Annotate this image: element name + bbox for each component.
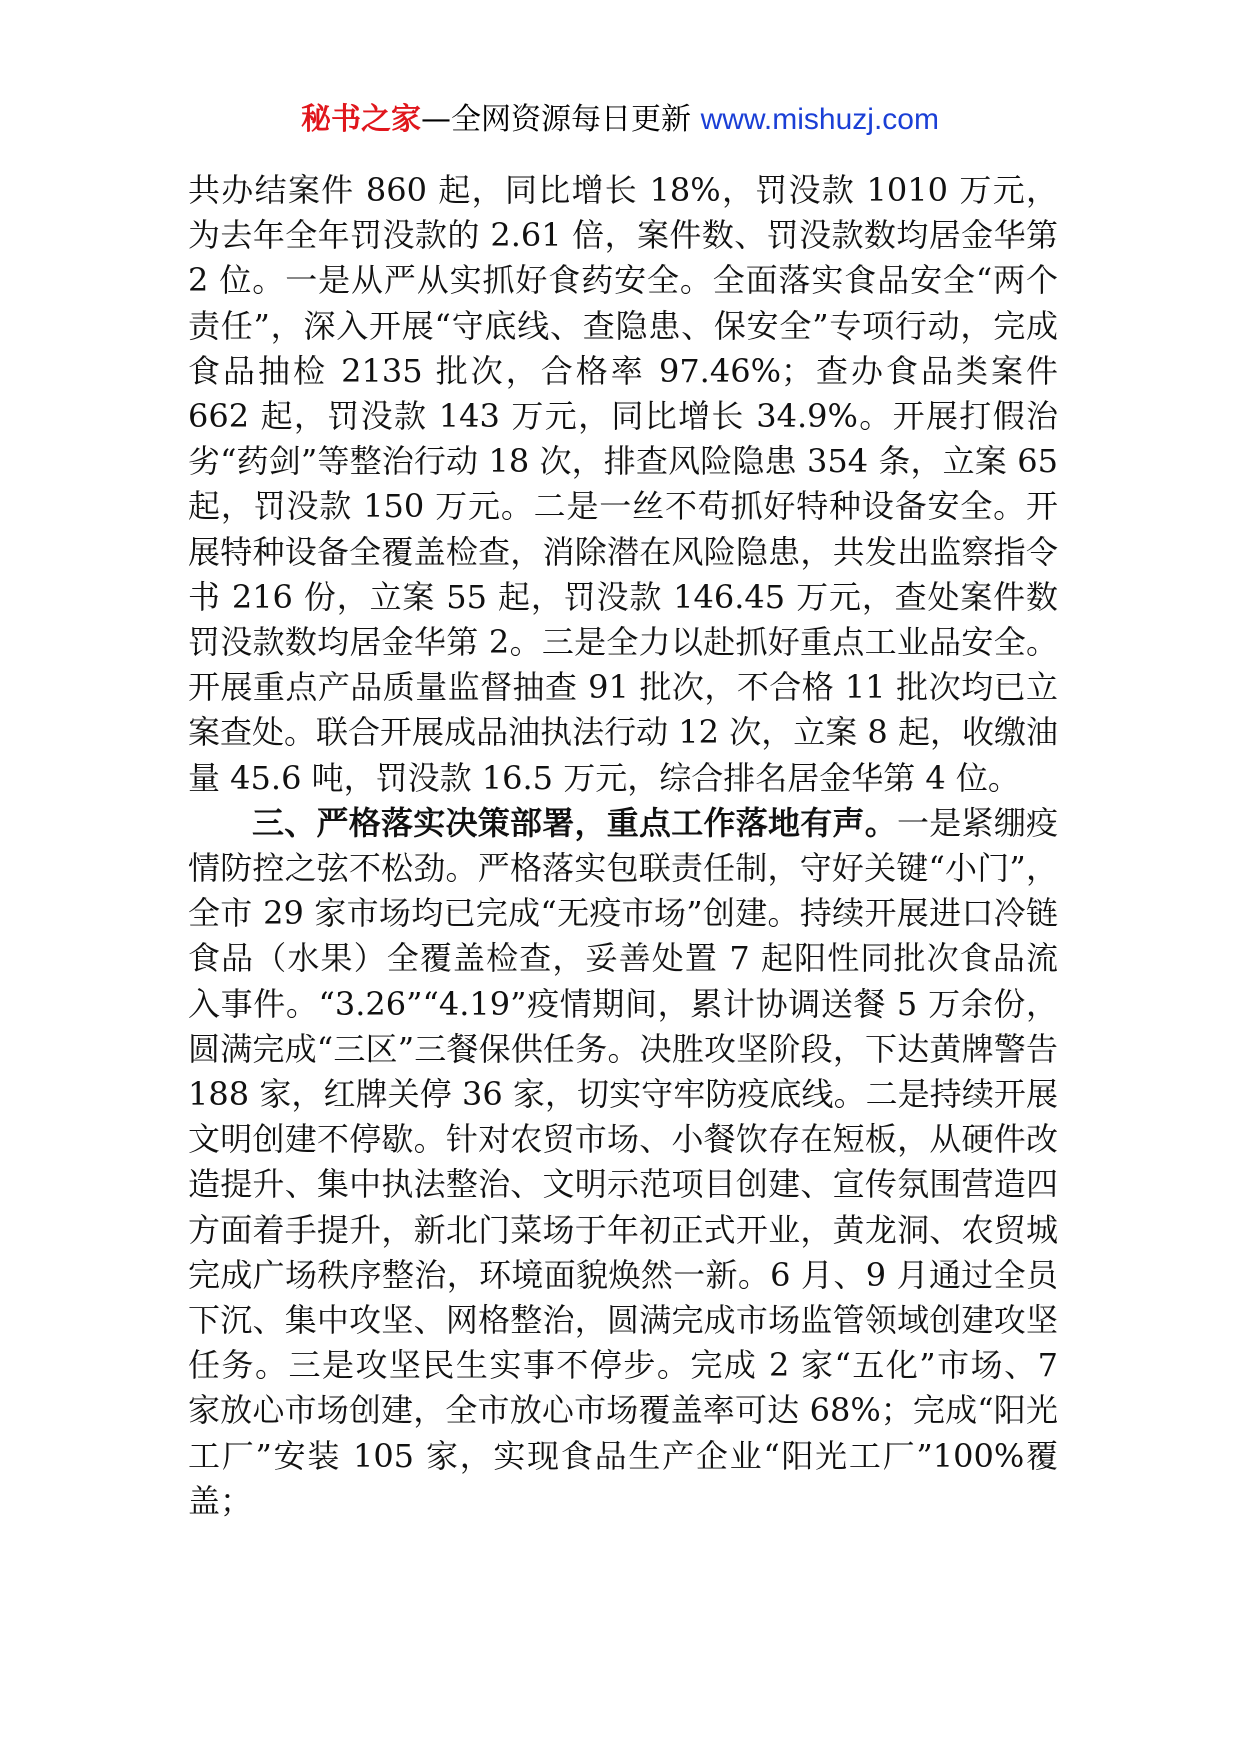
paragraph-1 — [188, 168, 1058, 801]
paragraph-2 — [188, 801, 1058, 1524]
page-header — [0, 98, 1240, 142]
section-heading: 三、严格落实决策部署，重点工作落地有声。 — [252, 803, 897, 842]
header-url-link[interactable]: www.mishuzj.com — [700, 103, 939, 136]
paragraph-2-text: 一是紧绷疫情防控之弦不松劲。严格落实包联责任制，守好关键“小门”，全市 29 家市场均已完成“无疫市场”创建。持续开展进口冷链食品（水果）全覆盖检查，妥善处置 7 起阳性同批次食品流入事件。“3.26”“4.19”疫情期间，累计协调送餐 5 万余份，圆满完成“三区”三餐保供任务。决胜攻坚阶段，下达黄牌警告 188 家，红牌关停 36 家，切实守牢防疫底线。二是持续开展文明创建不停歇。针对农贸市场、小餐饮存在短板，从硬件改造提升、集中执法整治、文明示范项目创建、宣传氛围营造四方面着手提升，新北门菜场于年初正式开业，黄龙洞、农贸城完成广场秩序整治，环境面貌焕然一新。6 月、9 月通过全员下沉、集中攻坚、网格整治，圆满完成市场监管领域创建攻坚任务。三是攻坚民生实事不停步。完成 2 家“五化”市场、7 家放心市场创建，全市放心市场覆盖率可达 68%；完成“阳光工厂”安装 105 家，实现食品生产企业“阳光工厂”100%覆盖； — [188, 803, 1058, 1520]
header-tagline: —全网资源每日更新 — [421, 102, 701, 137]
document-body — [188, 168, 1058, 1524]
header-brand: 秘书之家 — [301, 102, 422, 137]
paragraph-1-text: 共办结案件 860 起，同比增长 18%，罚没款 1010 万元，为去年全年罚没款的 2.61 倍，案件数、罚没款数均居金华第 2 位。一是从严从实抓好食药安全。全面落实食品安全“两个责任”，深入开展“守底线、查隐患、保安全”专项行动，完成食品抽检 2135 批次，合格率 97.46%；查办食品类案件 662 起，罚没款 143 万元，同比增长 34.9%。开展打假治劣“药剑”等整治行动 18 次，排查风险隐患 354 条，立案 65 起，罚没款 150 万元。二是一丝不苟抓好特种设备安全。开展特种设备全覆盖检查，消除潜在风险隐患，共发出监察指令书 216 份，立案 55 起，罚没款 146.45 万元，查处案件数罚没款数均居金华第 2。三是全力以赴抓好重点工业品安全。开展重点产品质量监督抽查 91 批次，不合格 11 批次均已立案查处。联合开展成品油执法行动 12 次，立案 8 起，收缴油量 45.6 吨，罚没款 16.5 万元，综合排名居金华第 4 位。 — [188, 171, 1058, 797]
